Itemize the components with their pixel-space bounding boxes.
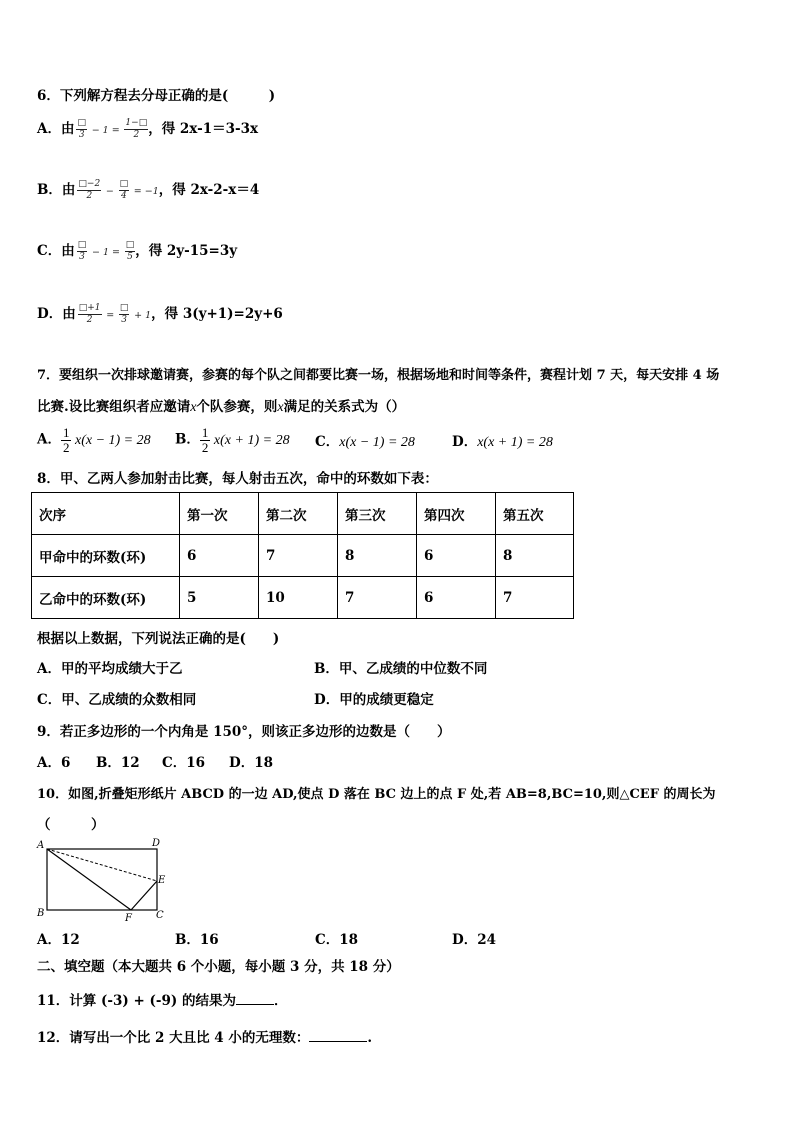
fold-line-ae	[47, 849, 157, 881]
q12-answer-blank	[309, 1041, 367, 1042]
table-header-cell: 第五次	[496, 493, 574, 535]
table-row	[32, 577, 574, 619]
q8-option-b: B．甲、乙成绩的中位数不同	[314, 661, 488, 677]
table-header-cell: 次序	[32, 493, 180, 535]
q7-option-a: A． $\frac{1}{2}$ x(x − 1) = 28	[37, 425, 151, 455]
table-cell: 7	[496, 577, 574, 619]
table-header-cell: 第四次	[417, 493, 496, 535]
q10-option-a: A．12	[37, 932, 80, 948]
rectangle-abcd	[47, 849, 157, 910]
label-f: F	[125, 913, 132, 922]
q10-answer-parens: （ ）	[37, 817, 105, 833]
table-cell: 甲命中的环数(环)	[32, 535, 180, 577]
label-e: E	[158, 875, 166, 886]
segment-fe	[131, 881, 157, 910]
q8-score-table	[31, 492, 574, 619]
q7-option-c: C．x(x − 1) = 28	[315, 434, 415, 450]
table-row	[32, 493, 574, 535]
q10-option-b: B．16	[175, 932, 219, 948]
table-cell: 8	[338, 535, 417, 577]
q6-option-b: B．由 $\frac{□-2}{2}$ − $\frac{□}{4}$ = −1，得 2x-2-x＝4	[37, 179, 260, 201]
table-cell: 8	[496, 535, 574, 577]
q9-option-d: D．18	[229, 755, 273, 771]
q9-option-a: A．6	[37, 755, 71, 771]
table-cell: 6	[417, 577, 496, 619]
q9-stem: 9．若正多边形的一个内角是 150°，则该正多边形的边数是（ ）	[37, 724, 451, 740]
q8-option-d: D．甲的成绩更稳定	[314, 692, 434, 708]
q8-stem: 8．甲、乙两人参加射击比赛，每人射击五次，命中的环数如下表：	[37, 471, 438, 487]
q10-stem: 10．如图,折叠矩形纸片 ABCD 的一边 AD,使点 D 落在 BC 边上的点 F 处,若 AB=8,BC=10,则△CEF 的周长为	[37, 787, 716, 802]
q7-stem-line1: 7．要组织一次排球邀请赛，参赛的每个队之间都要比赛一场，根据场地和时间等条件，赛程计划 7 天，每天安排 4 场	[37, 368, 720, 383]
label-c: C	[156, 910, 164, 921]
q7-option-b: B． $\frac{1}{2}$ x(x + 1) = 28	[175, 425, 290, 455]
q10-option-d: D．24	[452, 932, 496, 948]
table-cell: 7	[338, 577, 417, 619]
table-header-cell: 第一次	[180, 493, 259, 535]
label-b: B	[37, 908, 45, 919]
table-cell: 6	[180, 535, 259, 577]
fold-line-af	[47, 849, 131, 910]
table-cell: 5	[180, 577, 259, 619]
q8-question: 根据以上数据，下列说法正确的是( )	[37, 631, 280, 647]
q11-text: 11．计算 (-3) + (-9) 的结果为 ．	[37, 993, 288, 1009]
q8-option-c: C．甲、乙成绩的众数相同	[37, 692, 197, 708]
table-cell: 6	[417, 535, 496, 577]
q6-stem: 6．下列解方程去分母正确的是( )	[37, 88, 276, 104]
q9-option-b: B．12	[96, 755, 140, 771]
q7-option-d: D．x(x + 1) = 28	[452, 434, 553, 450]
table-cell: 7	[259, 535, 338, 577]
q9-option-c: C．16	[162, 755, 206, 771]
label-a: A	[37, 840, 45, 851]
q6-option-a: A．由 $\frac{□}{3}$ − 1 = $\frac{1-□}{2}$ ，得 2x-1＝3-3x	[37, 118, 259, 140]
q6-option-c: C．由 $\frac{□}{3}$ − 1 = $\frac{□}{5}$ ，得 2y-15=3y	[37, 240, 238, 262]
table-header-cell: 第二次	[259, 493, 338, 535]
q10-option-c: C．18	[315, 932, 359, 948]
table-row	[32, 535, 574, 577]
section-heading: 二、填空题（本大题共 6 个小题，每小题 3 分，共 18 分）	[37, 959, 400, 975]
q12-text: 12．请写出一个比 2 大且比 4 小的无理数： .	[37, 1030, 373, 1046]
table-header-cell: 第三次	[338, 493, 417, 535]
label-d: D	[152, 838, 161, 849]
q7-stem-line2: 比赛.设比赛组织者应邀请x个队参赛，则x满足的关系式为（）	[37, 399, 406, 415]
q11-answer-blank	[236, 1004, 274, 1005]
q6-option-d: D．由 $\frac{□+1}{2}$ = $\frac{□}{3}$ + 1，得 3(y+1)=2y+6	[37, 303, 283, 325]
table-cell: 10	[259, 577, 338, 619]
q10-folded-rectangle-figure	[34, 836, 174, 922]
table-cell: 乙命中的环数(环)	[32, 577, 180, 619]
q8-option-a: A．甲的平均成绩大于乙	[37, 661, 183, 677]
